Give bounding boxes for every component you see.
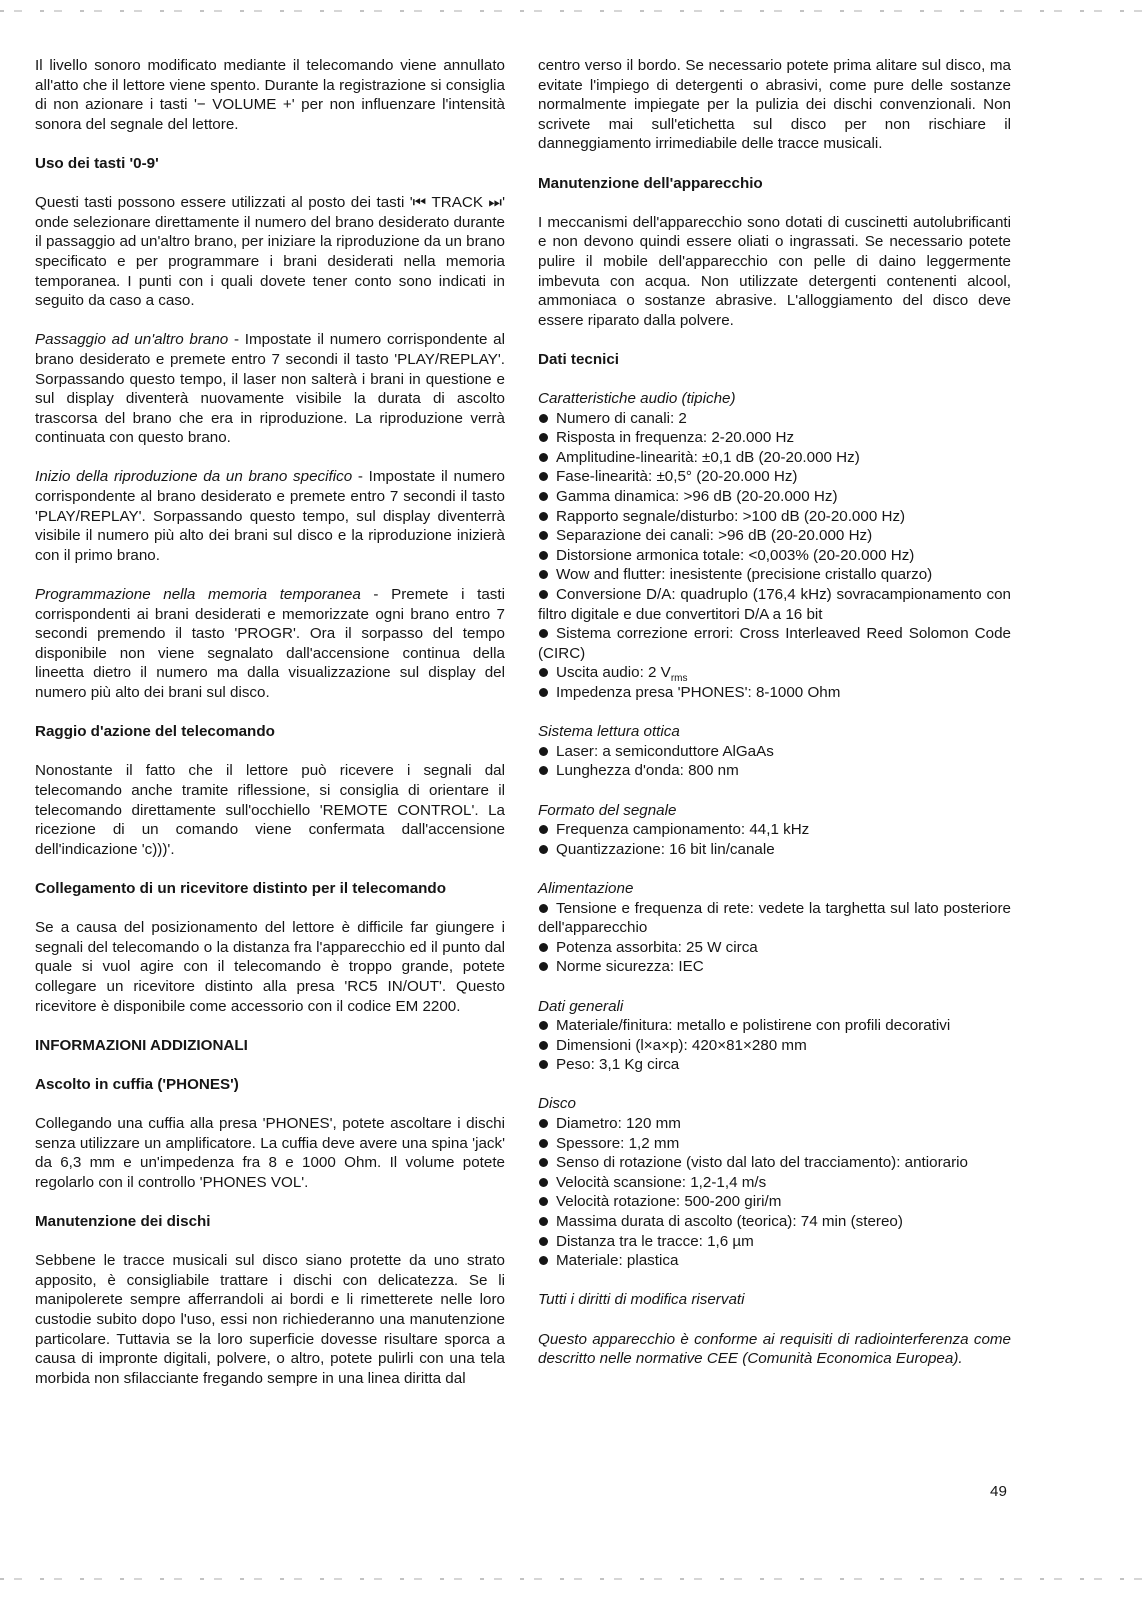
paragraph-lead: Passaggio ad un'altro brano <box>35 331 229 349</box>
bullet-icon <box>539 962 548 971</box>
bullet-icon <box>539 629 548 638</box>
spec-item <box>538 487 1011 507</box>
paragraph-text: I meccanismi dell'apparecchio sono dotati di cuscinetti autolubrificanti e non devono quindi essere oliati o ingrassati. Se necessario potete pulire il mobile dell'apparecchio con pelle di daino leggermente imbevuta con acqua. Non utilizzate detergenti contenenti alcool, ammoniaca o sostanze abrasive. L'alloggiamento del disco deve essere riparato dalla polvere. <box>538 213 1011 329</box>
paragraph <box>35 1114 505 1192</box>
spec-item <box>538 585 1011 624</box>
spec-text: Uscita audio: 2 V <box>556 664 671 682</box>
spec-item <box>538 761 1011 781</box>
paragraph-lead: Programmazione nella memoria temporanea <box>35 586 361 604</box>
spec-item <box>538 899 1011 938</box>
paragraph-text: Se a causa del posizionamento del lettore è difficile far giungere i segnali del telecomando o la distanza fra l'apparecchio ed il punto dal quale si vuol agire con il telecomando è troppo grande, potete collegare un ricevitore distinto alla presa 'RC5 IN/OUT'. Questo ricevitore è disponibile come accessorio con il codice EM 2200. <box>35 919 505 1015</box>
paragraph <box>35 1251 505 1388</box>
spec-item <box>538 1036 1011 1056</box>
paragraph-text: Tutti i diritti di modifica riservati <box>538 1291 745 1309</box>
spec-group-title: Disco <box>538 1095 576 1113</box>
spec-item <box>538 742 1011 762</box>
paragraph <box>35 918 505 1016</box>
spec-item <box>538 1251 1011 1271</box>
spec-text: Amplitudine-linearità: ±0,1 dB (20-20.000 Hz) <box>556 448 860 466</box>
section-heading: Manutenzione dei dischi <box>35 1213 211 1231</box>
spec-item <box>538 409 1011 429</box>
spec-text: Impedenza presa 'PHONES': 8-1000 Ohm <box>556 684 841 701</box>
bullet-icon <box>539 1021 548 1030</box>
spec-group-title: Dati generali <box>538 997 624 1015</box>
bullet-icon <box>539 1178 548 1187</box>
bullet-icon <box>539 512 548 521</box>
spec-text: Potenza assorbita: 25 W circa <box>556 938 758 956</box>
spec-item <box>538 1134 1011 1154</box>
spec-text: Separazione dei canali: >96 dB (20-20.000 Hz) <box>556 527 873 545</box>
spec-text: Sistema correzione errori: Cross Interleaved Reed Solomon Code (CIRC) <box>538 625 1011 662</box>
spec-list <box>538 1114 1011 1271</box>
paragraph-text: centro verso il bordo. Se necessario potete prima alitare sul disco, ma evitate l'impiego di detergenti o abrasivi, come pure delle sostanze normalmente impiegate per la pulizia dei dischi convenzionali. Non scrivete mai sull'etichetta sul disco per non rischiare il danneggiamento irrimediabile delle tracce musicali. <box>538 57 1011 153</box>
spec-text: Massima durata di ascolto (teorica): 74 min (stereo) <box>556 1213 903 1231</box>
bullet-icon <box>539 472 548 481</box>
spec-list <box>538 1016 1011 1075</box>
spec-text: Peso: 3,1 Kg circa <box>556 1056 680 1074</box>
spec-item <box>538 1153 1011 1173</box>
spec-text: Spessore: 1,2 mm <box>556 1134 680 1152</box>
spec-text: Numero di canali: 2 <box>556 409 687 427</box>
paragraph <box>538 56 1011 154</box>
bullet-icon <box>539 1041 548 1050</box>
spec-item <box>538 820 1011 840</box>
spec-text: Diametro: 120 mm <box>556 1115 681 1133</box>
paragraph <box>35 467 505 565</box>
page-number: 49 <box>990 1483 1007 1500</box>
bullet-icon <box>539 1119 548 1128</box>
spec-list <box>538 820 1011 859</box>
spec-text: Norme sicurezza: IEC <box>556 958 704 976</box>
paragraph-text: Sebbene le tracce musicali sul disco siano protette da uno strato apposito, è consigliabile trattare i dischi con delicatezza. Se li manipolerete sempre afferrandoli ai bordi e li rimetterete nelle loro custodie subito dopo l'uso, essi non richiederanno una manutenzione particolare. Tuttavia se la loro superficie dovesse risultare sporca a causa di impronte digitali, polvere, o altro, potete pulirli con una tela morbida non sfilacciante fregando sempre in una linea diritta dal <box>35 1252 505 1387</box>
bullet-icon <box>539 414 548 423</box>
right-column <box>538 56 1011 1388</box>
spec-item <box>538 565 1011 585</box>
bullet-icon <box>539 747 548 756</box>
paragraph-text: Nonostante il fatto che il lettore può ricevere i segnali dal telecomando anche tramite riflessione, si consiglia di orientare il telecomando direttamente sull'occhiello 'REMOTE CONTROL'. La ricezione di un comando viene confermata dall'accensione dell'indicazione 'c)))'. <box>35 762 505 858</box>
spec-item <box>538 683 1011 703</box>
bullet-icon <box>539 668 548 677</box>
bullet-icon <box>539 825 548 834</box>
spec-text: Laser: a semiconduttore AlGaAs <box>556 742 774 760</box>
section-heading: Raggio d'azione del telecomando <box>35 723 275 741</box>
paragraph <box>35 585 505 703</box>
section-heading: Ascolto in cuffia ('PHONES') <box>35 1075 239 1093</box>
bullet-icon <box>539 590 548 599</box>
bullet-icon <box>539 1197 548 1206</box>
spec-item <box>538 840 1011 860</box>
bullet-icon <box>539 1158 548 1167</box>
spec-item <box>538 938 1011 958</box>
spec-text: Velocità scansione: 1,2-1,4 m/s <box>556 1173 767 1191</box>
spec-item <box>538 1114 1011 1134</box>
section-heading: Collegamento di un ricevitore distinto per il telecomando <box>35 879 446 897</box>
paragraph <box>35 761 505 859</box>
spec-list <box>538 742 1011 781</box>
paragraph-text: - Impostate il numero corrispondente al brano desiderato e premete entro 7 secondi il tasto 'PLAY/REPLAY'. Sorpassando questo tempo, sul display diventerrà visibile il numero più alto dei brani sul disco e la riproduzione inizierà con il primo brano. <box>35 468 505 564</box>
spec-item <box>538 526 1011 546</box>
paragraph <box>538 213 1011 331</box>
spec-text: Risposta in frequenza: 2-20.000 Hz <box>556 429 795 447</box>
bullet-icon <box>539 904 548 913</box>
spec-group-title: Caratteristiche audio (tipiche) <box>538 390 736 408</box>
spec-item <box>538 1232 1011 1252</box>
bullet-icon <box>539 1060 548 1069</box>
paragraph <box>538 1290 1011 1310</box>
bullet-icon <box>539 766 548 775</box>
spec-group-title: Sistema lettura ottica <box>538 723 680 741</box>
spec-item <box>538 1173 1011 1193</box>
spec-subscript: rms <box>670 673 688 685</box>
spec-item <box>538 448 1011 468</box>
spec-item <box>538 1212 1011 1232</box>
spec-item <box>538 663 1011 683</box>
spec-group-title: Formato del segnale <box>538 801 677 819</box>
bullet-icon <box>539 551 548 560</box>
spec-text: Materiale: plastica <box>556 1252 679 1270</box>
spec-item <box>538 467 1011 487</box>
bullet-icon <box>539 943 548 952</box>
spec-item <box>538 1016 1011 1036</box>
spec-text: Rapporto segnale/disturbo: >100 dB (20-20.000 Hz) <box>556 507 906 525</box>
spec-text: Distorsione armonica totale: <0,003% (20-20.000 Hz) <box>556 546 915 564</box>
spec-item <box>538 546 1011 566</box>
spec-text: Fase-linearità: ±0,5° (20-20.000 Hz) <box>556 468 798 486</box>
paragraph-text: - Impostate il numero corrispondente al brano desiderato e premete entro 7 secondi il tasto 'PLAY/REPLAY'. Sorpassando questo tempo, il laser non salterà i brani in questione e sul display diventerà nuovamente visibile la durata di ascolto trascorsa del brano che era in riproduzione. La riproduzione verrà continuata con questo brano. <box>35 331 505 447</box>
paragraph <box>35 56 505 134</box>
scan-artifact-top <box>0 10 1148 12</box>
section-heading: Manutenzione dell'apparecchio <box>538 174 763 192</box>
spec-list <box>538 899 1011 977</box>
spec-item <box>538 957 1011 977</box>
spec-text: Distanza tra le tracce: 1,6 µm <box>556 1232 754 1250</box>
spec-text: Senso di rotazione (visto dal lato del tracciamento): antiorario <box>556 1154 968 1172</box>
bullet-icon <box>539 531 548 540</box>
bullet-icon <box>539 845 548 854</box>
bullet-icon <box>539 1139 548 1148</box>
bullet-icon <box>539 1256 548 1265</box>
spec-text: Quantizzazione: 16 bit lin/canale <box>556 840 775 858</box>
spec-text: Frequenza campionamento: 44,1 kHz <box>556 821 810 839</box>
paragraph-text: Collegando una cuffia alla presa 'PHONES', potete ascoltare i dischi senza utilizzare un amplificatore. La cuffia deve avere una spina 'jack' da 6,3 mm e un'impedenza fra 8 e 1000 Ohm. Il volume potete regolarlo con il controllo 'PHONES VOL'. <box>35 1115 505 1191</box>
spec-list <box>538 409 1011 703</box>
section-heading: Uso dei tasti '0-9' <box>35 154 159 172</box>
bullet-icon <box>539 1217 548 1226</box>
spec-text: Velocità rotazione: 500-200 giri/m <box>556 1193 782 1211</box>
spec-text: Lunghezza d'onda: 800 nm <box>556 762 739 780</box>
bullet-icon <box>539 1237 548 1246</box>
spec-text: Tensione e frequenza di rete: vedete la targhetta sul lato posteriore dell'apparecchio <box>538 899 1011 937</box>
bullet-icon <box>539 492 548 501</box>
spec-item <box>538 624 1011 663</box>
paragraph <box>35 193 505 311</box>
left-column <box>35 56 505 1408</box>
spec-text: Gamma dinamica: >96 dB (20-20.000 Hz) <box>556 488 838 506</box>
spec-text: Wow and flutter: inesistente (precisione cristallo quarzo) <box>556 566 933 584</box>
spec-text: Conversione D/A: quadruplo (176,4 kHz) sovracampionamento con filtro digitale e due convertitori D/A a 16 bit <box>538 586 1011 623</box>
paragraph-text: Il livello sonoro modificato mediante il telecomando viene annullato all'atto che il lettore viene spento. Durante la registrazione si consiglia di non azionare i tasti '− VOLUME +' per non influenzare l'intensità sonora del segnale del lettore. <box>35 57 505 133</box>
bullet-icon <box>539 433 548 442</box>
spec-item <box>538 428 1011 448</box>
paragraph-lead: Inizio della riproduzione da un brano specifico <box>35 468 353 486</box>
spec-item <box>538 1192 1011 1212</box>
paragraph-text: Questi tasti possono essere utilizzati al posto dei tasti '⏮ TRACK ⏭' onde selezionare direttamente il numero del brano desiderato durante il passaggio ad un'altro brano, per iniziare la riproduzione da un brano specificato e per programmare i brani desiderati nella memoria temporanea. I punti con i quali dovete tener conto sono indicati in seguito da caso a caso. <box>35 194 505 310</box>
bullet-icon <box>539 453 548 462</box>
spec-text: Dimensioni (l×a×p): 420×81×280 mm <box>556 1036 807 1054</box>
bullet-icon <box>539 570 548 579</box>
paragraph <box>35 330 505 448</box>
spec-text: Materiale/finitura: metallo e polistirene con profili decorativi <box>556 1017 951 1035</box>
paragraph-text: - Premete i tasti corrispondenti ai brani desiderati e memorizzate ogni brano entro 7 secondi premendo il tasto 'PROGR'. Ora il sorpasso del tempo disponibile non viene segnalato dall'accensione continua della lineetta dietro il numero ma dalla visualizzazione sul display del numero più alto dei brani sul disco. <box>35 586 505 701</box>
bullet-icon <box>539 688 548 697</box>
section-heading: INFORMAZIONI ADDIZIONALI <box>35 1036 248 1054</box>
scan-artifact-bottom <box>0 1578 1148 1580</box>
paragraph <box>538 1330 1011 1369</box>
spec-group-title: Alimentazione <box>538 879 634 897</box>
paragraph-text: Questo apparecchio è conforme ai requisiti di radiointerferenza come descritto nelle normative CEE (Comunità Economica Europea). <box>538 1330 1011 1368</box>
spec-item <box>538 507 1011 527</box>
section-heading: Dati tecnici <box>538 350 620 368</box>
spec-item <box>538 1055 1011 1075</box>
